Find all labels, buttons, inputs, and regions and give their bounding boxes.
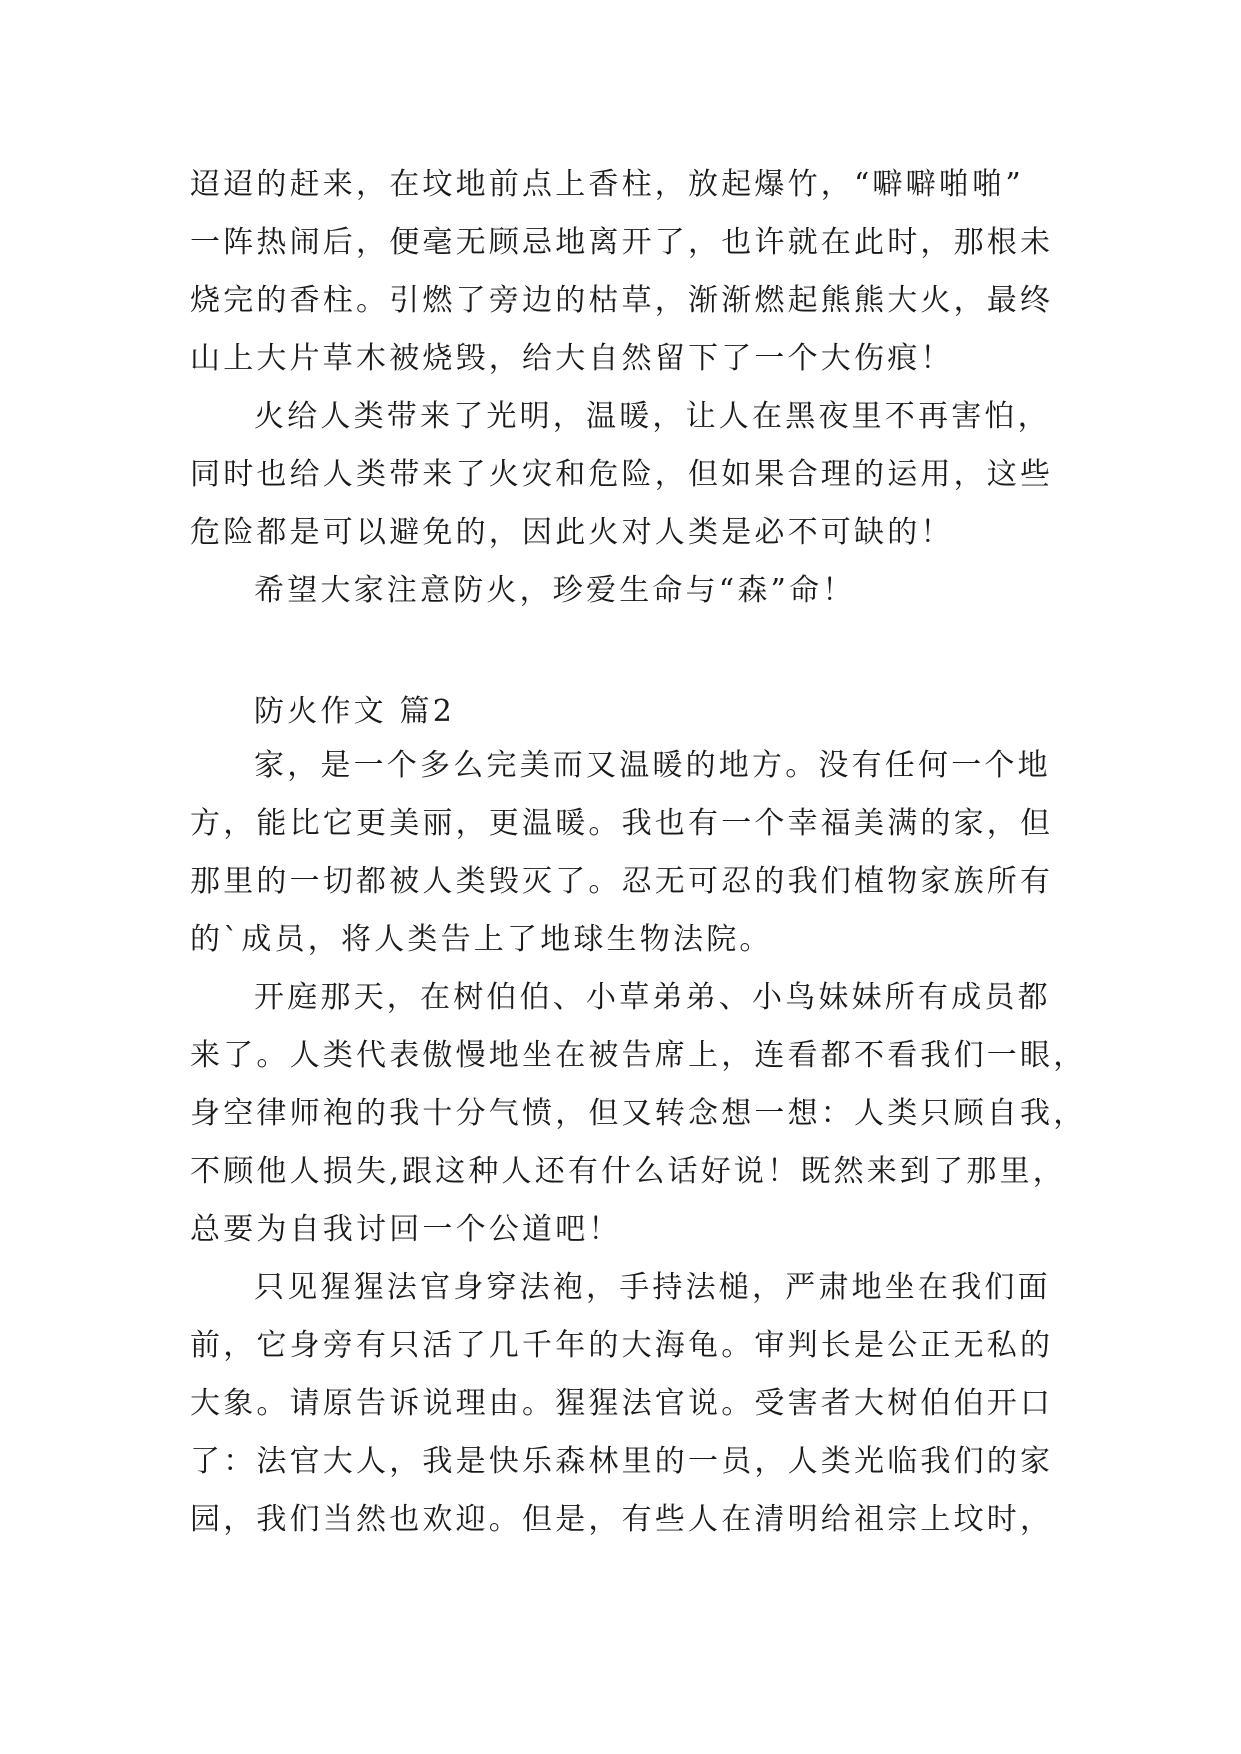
text-line: 危险都是可以避免的，因此火对人类是必不可缺的！ [190,515,954,550]
text-line: 大象。请原告诉说理由。猩猩法官说。受害者大树伯伯开口 [190,1386,1054,1421]
text-line: 同时也给人类带来了火灾和危险，但如果合理的运用，这些 [190,457,1054,492]
text-line: 的`成员，将人类告上了地球生物法院。 [190,922,773,957]
section-title-block [190,683,1070,741]
text-line: 开庭那天，在树伯伯、小草弟弟、小鸟妹妹所有成员都 [254,980,1051,1015]
text-line: 希望大家注意防火，珍爱生命与“森”命！ [254,573,856,608]
text-line: 不顾他人损失,跟这种人还有什么话好说！既然来到了那里， [190,1154,1066,1189]
text-line: 园，我们当然也欢迎。但是，有些人在清明给祖宗上坟时， [190,1502,1054,1537]
text-line: 身空律师袍的我十分气愤，但又转念想一想：人类只顾自我， [190,1096,1087,1131]
text-line: 只见猩猩法官身穿法袍，手持法槌，严肃地坐在我们面 [254,1270,1051,1305]
text-line: 那里的一切都被人类毁灭了。忍无可忍的我们植物家族所有 [190,864,1054,899]
text-line: 前，它身旁有只活了几千年的大海龟。审判长是公正无私的 [190,1328,1054,1363]
text-block-top [190,156,1070,620]
section-title: 防火作文 篇2 [254,694,456,729]
text-line: 山上大片草木被烧毁，给大自然留下了一个大伤痕！ [190,341,954,376]
text-line: 了：法官大人，我是快乐森林里的一员，人类光临我们的家 [190,1444,1054,1479]
text-line: 迢迢的赶来，在坟地前点上香柱，放起爆竹，“噼噼啪啪” [190,167,1024,202]
text-line: 方，能比它更美丽，更温暖。我也有一个幸福美满的家，但 [190,806,1054,841]
text-line: 来了。人类代表傲慢地坐在被告席上，连看都不看我们一眼， [190,1038,1087,1073]
text-line: 火给人类带来了光明，温暖，让人在黑夜里不再害怕， [254,399,1051,434]
text-line: 一阵热闹后，便毫无顾忌地离开了，也许就在此时，那根未 [190,225,1054,260]
text-line: 家，是一个多么完美而又温暖的地方。没有任何一个地 [254,748,1051,783]
text-block-body [190,737,1087,1549]
text-line: 烧完的香柱。引燃了旁边的枯草，渐渐燃起熊熊大火，最终 [190,283,1054,318]
text-line: 总要为自我讨回一个公道吧！ [190,1212,622,1247]
